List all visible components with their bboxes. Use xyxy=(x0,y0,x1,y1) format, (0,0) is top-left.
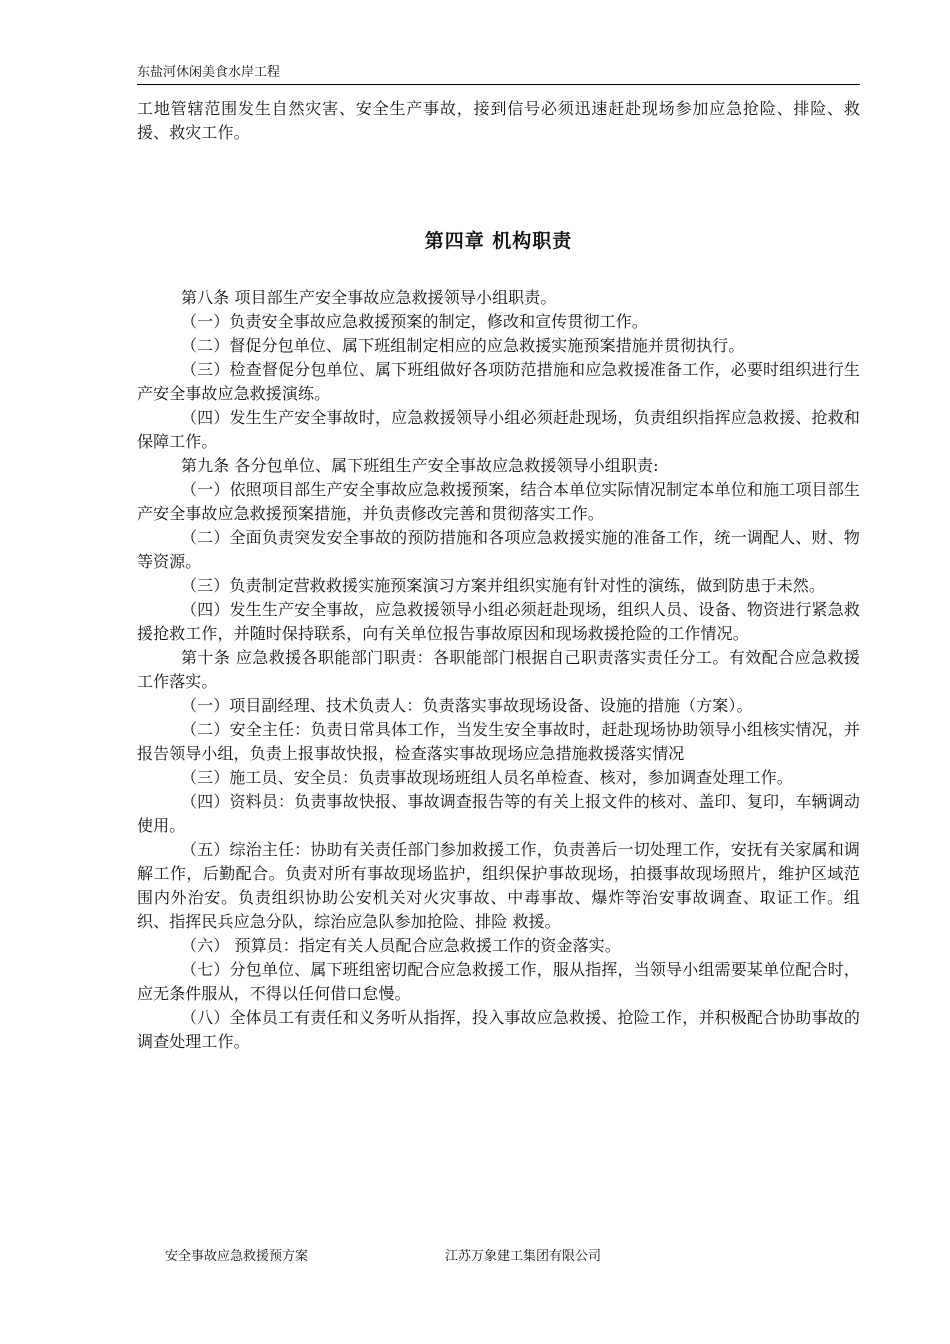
article-10-heading: 第十条 应急救援各职能部门职责：各职能部门根据自己职责落实责任分工。有效配合应急救援工作落实。 xyxy=(137,648,860,691)
article-9-item-2: （二）全面负责突发安全事故的预防措施和各项应急救援实施的准备工作，统一调配人、财、物等资源。 xyxy=(137,528,860,571)
article-10-item-5: （五）综治主任：协助有关责任部门参加救援工作，负责善后一切处理工作，安抚有关家属和调解工作，后勤配合。负责对所有事故现场监护，组织保护事故现场，拍摄事故现场照片，维护区域范围内外治安。负责组织协助公安机关对火灾事故、中毒事故、爆炸等治安事故调查、取证工作。组织、指挥民兵应急分队，综治应急队参加抢险、排险 救援。 xyxy=(137,840,860,931)
article-10-item-2: （二）安全主任：负责日常具体工作，当发生安全事故时，赶赴现场协助领导小组核实情况，并报告领导小组，负责上报事故快报，检查落实事故现场应急措施救援落实情况 xyxy=(137,720,860,763)
article-9-item-3: （三）负责制定营救救援实施预案演习方案并组织实施有针对性的演练，做到防患于未然。 xyxy=(181,576,826,595)
intro-block xyxy=(137,97,860,145)
intro-continuation-paragraph: 工地管辖范围发生自然灾害、安全生产事故，接到信号必须迅速赶赴现场参加应急抢险、排险、救援、救灾工作。 xyxy=(137,99,860,142)
chapter-body xyxy=(137,286,860,1054)
article-8-item-3: （三）检查督促分包单位、属下班组做好各项防范措施和应急救援准备工作，必要时组织进行生产安全事故应急救援演练。 xyxy=(137,360,860,403)
article-10-item-1: （一）项目副经理、技术负责人：负责落实事故现场设备、设施的措施（方案）。 xyxy=(181,696,753,715)
chapter-title: 第四章 机构职责 xyxy=(424,230,573,252)
article-10-item-6: （六） 预算员：指定有关人员配合应急救援工作的资金落实。 xyxy=(181,936,621,955)
footer-document-title: 安全事故应急救援预方案 xyxy=(165,1249,309,1264)
running-header-title: 东盐河休闲美食水岸工程 xyxy=(137,65,281,80)
article-8-item-2: （二）督促分包单位、属下班组制定相应的应急救援实施预案措施并贯彻执行。 xyxy=(181,336,745,355)
article-8-item-4: （四）发生生产安全事故时，应急救援领导小组必须赶赴现场，负责组织指挥应急救援、抢救和保障工作。 xyxy=(137,408,860,451)
article-10-item-4: （四）资料员：负责事故快报、事故调查报告等的有关上报文件的核对、盖印、复印，车辆调动使用。 xyxy=(137,792,860,835)
article-10-item-3: （三）施工员、安全员：负责事故现场班组人员名单检查、核对，参加调查处理工作。 xyxy=(181,768,793,787)
footer-company-name: 江苏万象建工集团有限公司 xyxy=(445,1249,602,1264)
article-9-item-4: （四）发生生产安全事故，应急救援领导小组必须赶赴现场，组织人员、设备、物资进行紧急救援抢救工作，并随时保持联系，向有关单位报告事故原因和现场救援抢险的工作情况。 xyxy=(137,600,860,643)
article-8-item-1: （一）负责安全事故应急救援预案的制定，修改和宣传贯彻工作。 xyxy=(181,312,648,331)
article-9-item-1: （一）依照项目部生产安全事故应急救援预案，结合本单位实际情况制定本单位和施工项目部生产安全事故应急救援预案措施，并负责修改完善和贯彻落实工作。 xyxy=(137,480,860,523)
header-divider xyxy=(137,84,860,85)
article-9-heading: 第九条 各分包单位、属下班组生产安全事故应急救援领导小组职责: xyxy=(181,456,659,475)
article-10-item-7: （七）分包单位、属下班组密切配合应急救援工作，服从指挥，当领导小组需要某单位配合时，应无条件服从，不得以任何借口怠慢。 xyxy=(137,960,860,1003)
article-10-item-8: （八）全体员工有责任和义务听从指挥，投入事故应急救援、抢险工作，并积极配合协助事故的调查处理工作。 xyxy=(137,1008,860,1051)
article-8-heading: 第八条 项目部生产安全事故应急救援领导小组职责。 xyxy=(181,288,557,307)
